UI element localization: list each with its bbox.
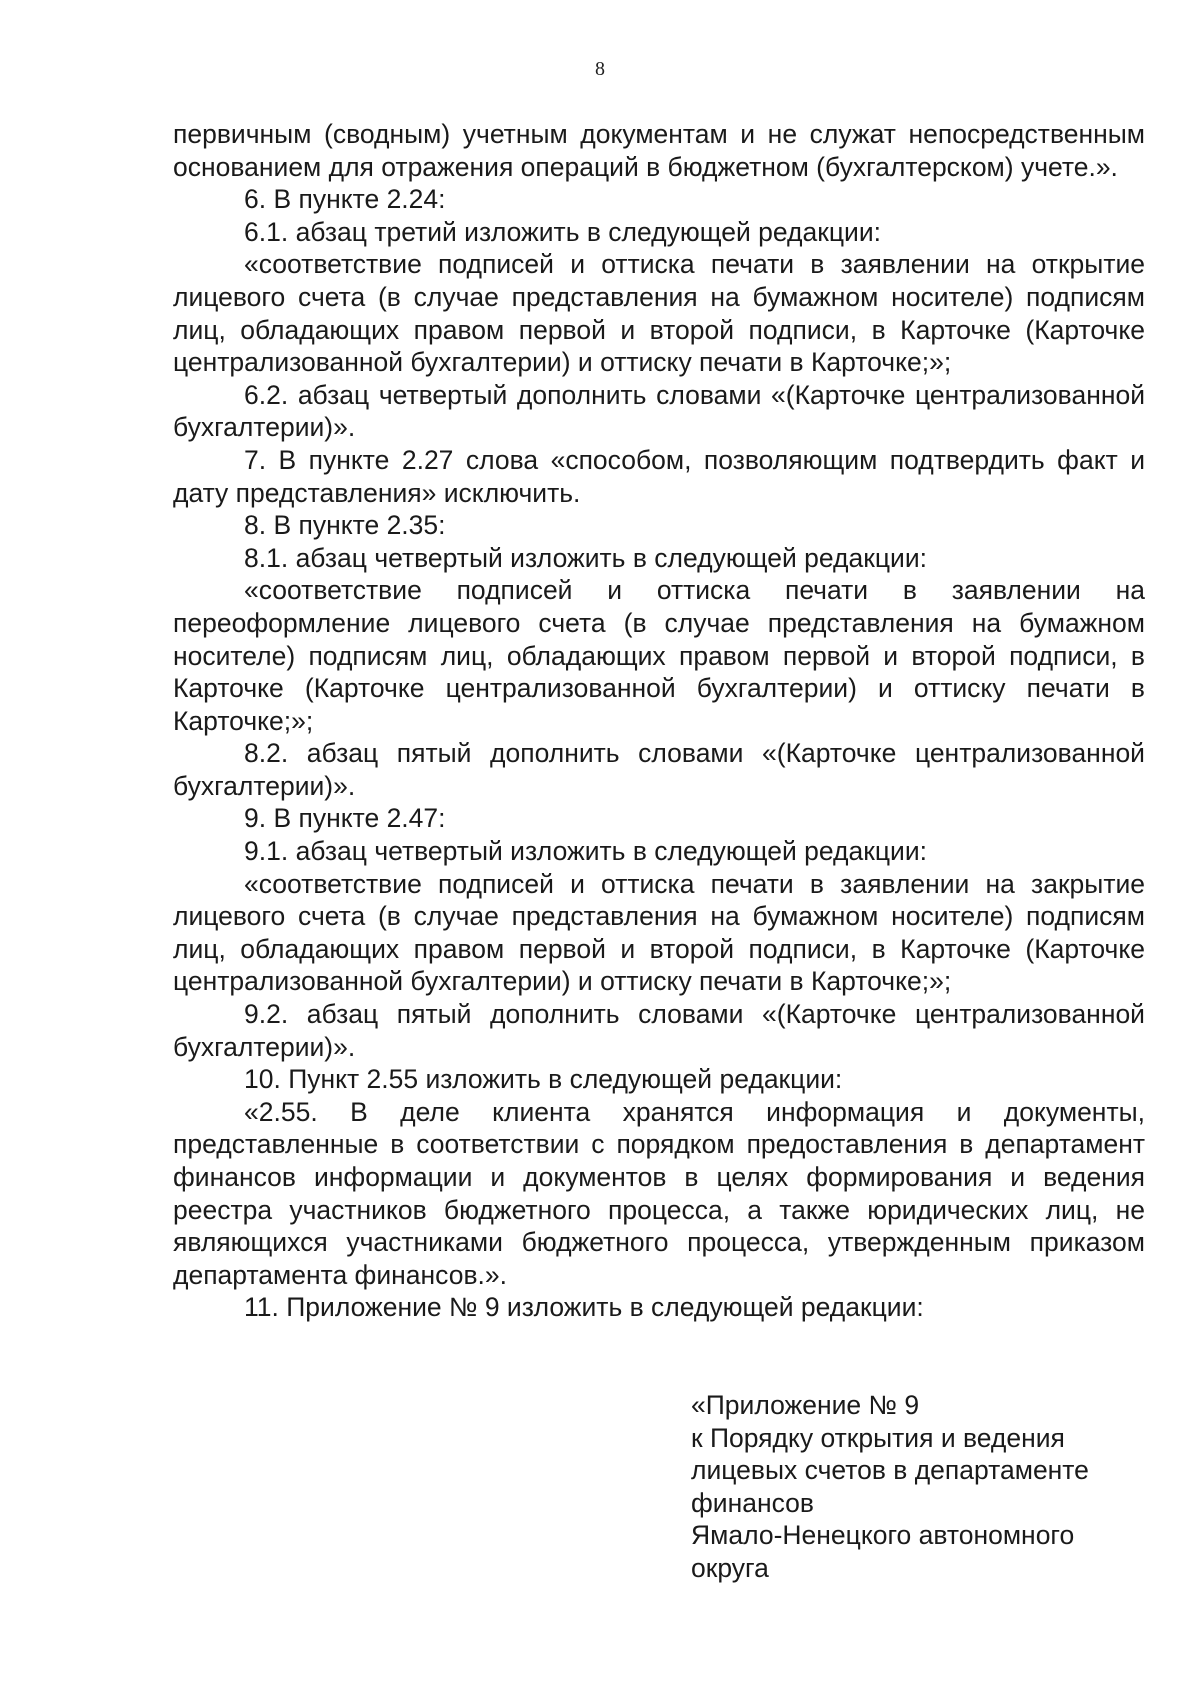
paragraph-item-6: 6. В пункте 2.24: [244, 184, 446, 215]
paragraph-item-8-2: 8.2. абзац пятый дополнить словами «(Карточке централизованной бухгалтерии)». [173, 738, 1145, 801]
appendix-note-line: финансов [691, 1487, 814, 1518]
appendix-note-line: округа [691, 1552, 769, 1583]
paragraph-quote-2-55: «2.55. В деле клиента хранятся информация и документы, представленные в соответствии с порядком предоставления в департамент финансов информации и документов в целях формирования и ведения реестра участников бюджетного процесса, а также юридических лиц, не являющихся участниками бюджетного процесса, утвержденным приказом департамента финансов.». [173, 1096, 1145, 1290]
paragraph-item-6-2: 6.2. абзац четвертый дополнить словами «(Карточке централизованной бухгалтерии)». [173, 379, 1145, 443]
paragraph-item-9: 9. В пункте 2.47: [244, 803, 446, 834]
paragraph-quote-9-1: «соответствие подписей и оттиска печати в заявлении на закрытие лицевого счета (в случае представления на бумажном носителе) подписям лиц, обладающих правом первой и второй подписи, в Карточке (Карточке централизованной бухгалтерии) и оттиску печати в Карточке;»; [173, 868, 1145, 997]
paragraph-continuation: первичным (сводным) учетным документам и не служат непосредственным основанием для отражения операций в бюджетном (бухгалтерском) учете.». [173, 119, 1145, 182]
paragraph-item-8: 8. В пункте 2.35: [244, 510, 446, 541]
paragraph-item-7: 7. В пункте 2.27 слова «способом, позволяющим подтвердить факт и дату представления» исключить. [173, 444, 1145, 508]
page-number: 8 [595, 58, 605, 80]
paragraph-item-10: 10. Пункт 2.55 изложить в следующей редакции: [244, 1064, 843, 1095]
appendix-header-note [691, 1389, 1151, 1585]
paragraph-item-9-1: 9.1. абзац четвертый изложить в следующей редакции: [244, 836, 927, 867]
paragraph-quote-8-1: «соответствие подписей и оттиска печати в заявлении на переоформление лицевого счета (в случае представления на бумажном носителе) подписям лиц, обладающих правом первой и второй подписи, в Карточке (Карточке централизованной бухгалтерии) и оттиску печати в Карточке;»; [173, 575, 1145, 736]
appendix-note-line: «Приложение № 9 [691, 1390, 920, 1420]
appendix-note-line: лицевых счетов в департаменте [691, 1455, 1089, 1486]
paragraph-quote-6-1: «соответствие подписей и оттиска печати в заявлении на открытие лицевого счета (в случае представления на бумажном носителе) подписям лиц, обладающих правом первой и второй подписи, в Карточке (Карточке централизованной бухгалтерии) и оттиску печати в Карточке;»; [173, 249, 1145, 378]
document-body [173, 118, 1145, 1324]
paragraph-item-6-1: 6.1. абзац третий изложить в следующей редакции: [244, 216, 881, 247]
paragraph-item-8-1: 8.1. абзац четвертый изложить в следующей редакции: [244, 542, 927, 573]
paragraph-item-11: 11. Приложение № 9 изложить в следующей редакции: [244, 1292, 924, 1323]
appendix-note-line: Ямало-Ненецкого автономного [691, 1520, 1075, 1551]
appendix-note-line: к Порядку открытия и ведения [691, 1422, 1065, 1453]
paragraph-item-9-2: 9.2. абзац пятый дополнить словами «(Карточке централизованной бухгалтерии)». [173, 999, 1145, 1062]
